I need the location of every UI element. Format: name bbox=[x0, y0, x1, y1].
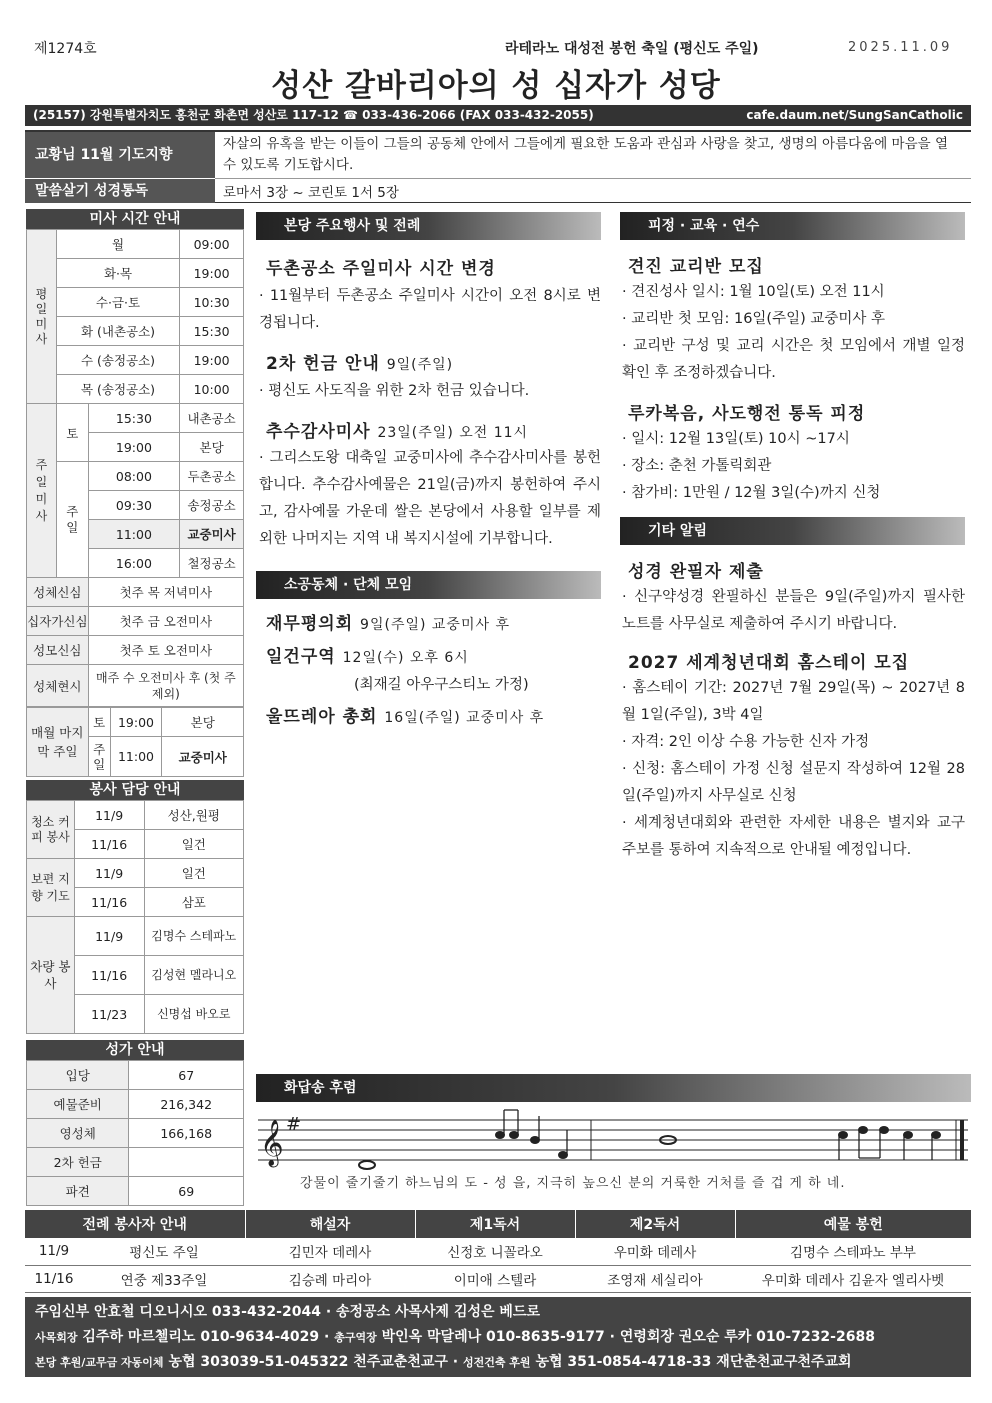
service-date: 11/9 bbox=[74, 859, 144, 888]
car-label: 차량 봉사 bbox=[27, 917, 75, 1034]
retreat-column bbox=[620, 212, 965, 864]
line: · 자격: 2인 이상 수용 가능한 신자 가정 bbox=[622, 734, 870, 750]
service-date: 11/16 bbox=[74, 830, 144, 859]
cell: 연중 제33주일 bbox=[83, 1265, 245, 1292]
weekday-day: 화·목 bbox=[56, 259, 179, 288]
notice-title: 성경 완필자 제출 bbox=[628, 562, 764, 582]
hymn-key: 입당 bbox=[27, 1061, 129, 1090]
sunday-place: 두촌공소 bbox=[180, 462, 244, 491]
weekday-day: 수 (송정공소) bbox=[56, 346, 179, 375]
ls-sun-place: 교중미사 bbox=[162, 737, 244, 777]
sunday-time: 16:00 bbox=[88, 549, 180, 578]
prayer-text: 자살의 유혹을 받는 이들이 그들의 공동체 안에서 그들에게 필요한 도움과 관심과 사랑을 찾고, 생명의 아름다움에 마음을 열 수 있도록 기도합시다. bbox=[223, 136, 948, 173]
cell: 11/9 bbox=[25, 1238, 83, 1265]
service-who: 김명수 스테파노 bbox=[144, 917, 243, 956]
weekday-day: 목 (송정공소) bbox=[56, 375, 179, 404]
table-row bbox=[25, 1265, 971, 1292]
weekday-day: 화 (내촌공소) bbox=[56, 317, 179, 346]
line: · 홈스테이 기간: 2027년 7월 29일(목) ~ 2027년 8월 1일(주일), 3박 4일 bbox=[622, 680, 965, 723]
retreat-title: 루카복음, 사도행전 통독 피정 bbox=[628, 404, 866, 424]
weekday-day: 월 bbox=[56, 230, 179, 259]
event-text: · 11월부터 두촌공소 주일미사 시간이 오전 8시로 변경됩니다. bbox=[259, 288, 601, 331]
service-who: 성산,원평 bbox=[144, 801, 243, 830]
line: · 교리반 첫 모임: 16일(주일) 교중미사 후 bbox=[622, 311, 886, 327]
meeting bbox=[266, 609, 601, 634]
service-who: 김성현 멜라니오 bbox=[144, 956, 243, 995]
notice-title: 2027 세계청년대회 홈스테이 모집 bbox=[628, 653, 910, 673]
footer-line: 주임신부 안효철 디오니시오 033-432-2044 · 송정공소 사목사제 김성은 베드로 bbox=[35, 1304, 540, 1320]
hymn-key: 영성체 bbox=[27, 1119, 129, 1148]
footer-line bbox=[35, 1325, 961, 1351]
weekday-time: 10:00 bbox=[180, 375, 244, 404]
staff-header: 제2독서 bbox=[575, 1210, 735, 1238]
weekday-day: 수·금·토 bbox=[56, 288, 179, 317]
mass-schedule bbox=[26, 209, 244, 1206]
hymn-value: 67 bbox=[129, 1061, 244, 1090]
notice-text bbox=[622, 675, 965, 864]
service-date: 11/9 bbox=[74, 917, 144, 956]
psalm-lyrics: 강물이 줄기줄기 하느님의 도 - 성 을, 지극히 높으신 분의 거룩한 거처를 즐 겁 게 하 네. bbox=[300, 1176, 846, 1191]
footer-small: 총구역장 bbox=[334, 1330, 377, 1344]
staff-header: 해설자 bbox=[245, 1210, 415, 1238]
svg-text:𝄞: 𝄞 bbox=[260, 1120, 284, 1166]
weekday-label: 평 일 미 사 bbox=[27, 230, 57, 404]
sunday-time: 08:00 bbox=[88, 462, 180, 491]
service-who: 일건 bbox=[144, 859, 243, 888]
sunday-time: 19:00 bbox=[88, 433, 180, 462]
line: · 세계청년대회와 관련한 자세한 내용은 별지와 교구 주보를 통하여 지속적으로 안내될 예정입니다. bbox=[622, 815, 965, 858]
meeting bbox=[266, 642, 601, 667]
weekday-time: 10:30 bbox=[180, 288, 244, 317]
retreat-text bbox=[622, 279, 965, 387]
address-bar bbox=[25, 105, 971, 126]
staff-header: 제1독서 bbox=[415, 1210, 575, 1238]
devotion-name: 십자가신심 bbox=[27, 607, 89, 636]
psalm-bar: 화답송 후렴 bbox=[256, 1074, 971, 1102]
bible-label: 말씀살기 성경통독 bbox=[25, 179, 215, 203]
service-date: 11/16 bbox=[74, 956, 144, 995]
staff-header: 전례 봉사자 안내 bbox=[25, 1210, 245, 1238]
cell: 우미화 데레사 bbox=[575, 1238, 735, 1265]
sunday-place: 철정공소 bbox=[180, 549, 244, 578]
meeting-title: 재무평의회 bbox=[266, 614, 354, 634]
service-who: 삼포 bbox=[144, 888, 243, 917]
cell: 김승례 마리아 bbox=[245, 1265, 415, 1292]
bible-text: 로마서 3장 ~ 코린토 1서 5장 bbox=[223, 185, 399, 201]
event-title-text: 추수감사미사 bbox=[266, 422, 371, 442]
event-title-text: 2차 헌금 안내 bbox=[266, 354, 380, 374]
event-title bbox=[266, 349, 601, 374]
page-title: 성산 갈바리아의 성 십자가 성당 bbox=[271, 68, 721, 104]
devotion-desc: 첫주 금 오전미사 bbox=[88, 607, 243, 636]
sunday-place: 본당 bbox=[180, 433, 244, 462]
staff-header: 예물 봉헌 bbox=[735, 1210, 971, 1238]
prayer-label: 교황님 11월 기도지향 bbox=[25, 132, 215, 178]
footer-text: 김주하 마르첼리노 010-9634-4029 · bbox=[82, 1328, 330, 1345]
cell: 우미화 데레사 김윤자 엘리사벳 bbox=[735, 1265, 971, 1292]
line: · 일시: 12월 13일(토) 10시 ~17시 bbox=[622, 431, 850, 447]
sunday-place: 송정공소 bbox=[180, 491, 244, 520]
footer bbox=[25, 1297, 971, 1377]
event-text: · 평신도 사도직을 위한 2차 헌금 있습니다. bbox=[259, 383, 530, 399]
cell: 김민자 데레사 bbox=[245, 1238, 415, 1265]
devotion-name: 성체현시 bbox=[27, 665, 89, 707]
notice-bar: 기타 알림 bbox=[620, 517, 965, 545]
notice-text: · 신구약성경 완필하신 분들은 9일(주일)까지 필사한 노트를 사무실로 제출하여 주시기 바랍니다. bbox=[622, 589, 965, 632]
footer-text: 농협 303039-51-045322 천주교춘천교구 · bbox=[168, 1354, 459, 1370]
cell: 11/16 bbox=[25, 1265, 83, 1292]
bopyeon-label: 보편 지향 기도 bbox=[27, 859, 75, 917]
service-date: 11/16 bbox=[74, 888, 144, 917]
hymns-table bbox=[26, 1060, 244, 1206]
ls-sat: 토 bbox=[88, 708, 110, 737]
meeting-subtext: (최재길 아우구스티노 가정) bbox=[354, 677, 529, 693]
liturgy-staff-table bbox=[25, 1210, 971, 1293]
footer-small: 성전건축 후원 bbox=[462, 1356, 531, 1369]
line: · 신청: 홈스테이 가정 신청 설문지 작성하여 12월 28일(주일)까지 사무실로 신청 bbox=[622, 761, 965, 804]
sat-label: 토 bbox=[56, 404, 88, 462]
ls-sat-time: 19:00 bbox=[110, 708, 162, 737]
meeting-title: 일건구역 bbox=[266, 647, 336, 667]
cafe-link[interactable]: cafe.daum.net/SungSanCatholic bbox=[746, 108, 963, 122]
line: · 견진성사 일시: 1월 10일(토) 오전 11시 bbox=[622, 284, 885, 300]
psalm-section bbox=[256, 1074, 971, 1191]
event-subtitle: 9일(주일) bbox=[386, 357, 454, 373]
hymn-value: 216,342 bbox=[129, 1090, 244, 1119]
last-sunday-table bbox=[26, 707, 244, 777]
meeting bbox=[266, 702, 601, 727]
hymn-value: 69 bbox=[129, 1177, 244, 1206]
event-title: 두촌공소 주일미사 시간 변경 bbox=[266, 259, 496, 279]
meeting-text: 9일(주일) 교중미사 후 bbox=[360, 617, 510, 633]
weekday-time: 09:00 bbox=[180, 230, 244, 259]
hymn-value bbox=[129, 1148, 244, 1177]
sunday-time: 11:00 bbox=[88, 520, 180, 549]
service-date: 11/9 bbox=[74, 801, 144, 830]
events-bar: 본당 주요행사 및 전례 bbox=[256, 212, 601, 240]
table-row bbox=[25, 1238, 971, 1265]
devotion-name: 성모신심 bbox=[27, 636, 89, 665]
cell: 평신도 주일 bbox=[83, 1238, 245, 1265]
devotion-desc: 첫주 토 오전미사 bbox=[88, 636, 243, 665]
coffee-label: 청소 커피 봉사 bbox=[27, 801, 75, 859]
prayer-box bbox=[25, 130, 971, 203]
devotion-desc: 첫주 목 저녁미사 bbox=[88, 578, 243, 607]
cell: 이미애 스텔라 bbox=[415, 1265, 575, 1292]
music-staff bbox=[256, 1108, 971, 1170]
last-sunday-label: 매월 마지막 주일 bbox=[27, 708, 89, 777]
parish-events bbox=[256, 212, 601, 727]
service-date: 11/23 bbox=[74, 995, 144, 1034]
service-title: 봉사 담당 안내 bbox=[26, 780, 244, 800]
cell: 신정호 니꼴라오 bbox=[415, 1238, 575, 1265]
ls-sat-place: 본당 bbox=[162, 708, 244, 737]
footer-small: 본당 후원/교무금 자동이체 bbox=[35, 1356, 164, 1369]
sunday-place: 교중미사 bbox=[180, 520, 244, 549]
service-table bbox=[26, 800, 244, 1034]
weekday-time: 15:30 bbox=[180, 317, 244, 346]
sunday-time: 09:30 bbox=[88, 491, 180, 520]
hymn-value: 166,168 bbox=[129, 1119, 244, 1148]
svg-text:#: # bbox=[286, 1114, 302, 1135]
sun-label: 주 일 bbox=[56, 462, 88, 578]
hymns-title: 성가 안내 bbox=[26, 1040, 244, 1060]
cell: 김명수 스테파노 부부 bbox=[735, 1238, 971, 1265]
ls-sun: 주일 bbox=[88, 737, 110, 777]
feast-name: 라테라노 대성전 봉헌 축일 (평신도 주일) bbox=[505, 41, 759, 57]
line: · 장소: 춘천 가톨릭회관 bbox=[622, 458, 772, 474]
hymn-key: 예물준비 bbox=[27, 1090, 129, 1119]
mass-table bbox=[26, 229, 244, 707]
devotion-desc: 매주 수 오전미사 후 (첫 주 제외) bbox=[88, 665, 243, 707]
meeting-text: 16일(주일) 교중미사 후 bbox=[384, 710, 545, 726]
groups-bar: 소공동체 · 단체 모임 bbox=[256, 571, 601, 599]
meeting-title: 울뜨레아 총회 bbox=[266, 707, 378, 727]
footer-text: 박인옥 막달레나 010-8635-9177 · 연령회장 권오순 루카 010-7232-2688 bbox=[381, 1328, 875, 1345]
footer-line bbox=[35, 1350, 961, 1376]
line: · 교리반 구성 및 교리 시간은 첫 모임에서 개별 일정 확인 후 조정하겠습니다. bbox=[622, 338, 965, 381]
hymn-key: 파견 bbox=[27, 1177, 129, 1206]
sunday-label: 주 일 미 사 bbox=[27, 404, 57, 578]
service-who: 신명섭 바오로 bbox=[144, 995, 243, 1034]
event-title bbox=[266, 417, 601, 442]
devotion-name: 성체신심 bbox=[27, 578, 89, 607]
line: · 참가비: 1만원 / 12월 3일(수)까지 신청 bbox=[622, 485, 881, 501]
sunday-time: 15:30 bbox=[88, 404, 180, 433]
event-text: · 그리스도왕 대축일 교중미사에 추수감사미사를 봉헌합니다. 추수감사예물은 21일(금)까지 봉헌하여 주시고, 감사예물 가운데 쌀은 본당에서 사용할 일부를 제외한 나머지는 지역 내 복지시설에 기부합니다. bbox=[259, 450, 601, 547]
mass-title: 미사 시간 안내 bbox=[26, 209, 244, 229]
cell: 조영재 세실리아 bbox=[575, 1265, 735, 1292]
service-who: 일건 bbox=[144, 830, 243, 859]
retreat-title: 견진 교리반 모집 bbox=[628, 257, 764, 277]
sunday-place: 내촌공소 bbox=[180, 404, 244, 433]
weekday-time: 19:00 bbox=[180, 346, 244, 375]
address: (25157) 강원특별자치도 홍천군 화촌면 성산로 117-12 ☎ 033-436-2066 (FAX 033-432-2055) bbox=[33, 108, 594, 122]
weekday-time: 19:00 bbox=[180, 259, 244, 288]
retreat-text bbox=[622, 426, 965, 507]
issue-date: 2025.11.09 bbox=[848, 40, 953, 55]
footer-text: 농협 351-0854-4718-33 재단춘천교구천주교회 bbox=[535, 1354, 852, 1370]
footer-small: 사목회장 bbox=[35, 1330, 78, 1344]
hymn-key: 2차 헌금 bbox=[27, 1148, 129, 1177]
ls-sun-time: 11:00 bbox=[110, 737, 162, 777]
issue-number: 제1274호 bbox=[34, 41, 97, 57]
meeting-text: 12일(수) 오후 6시 bbox=[342, 650, 469, 666]
event-subtitle: 23일(주일) 오전 11시 bbox=[377, 425, 529, 441]
retreat-bar: 피정 · 교육 · 연수 bbox=[620, 212, 965, 240]
